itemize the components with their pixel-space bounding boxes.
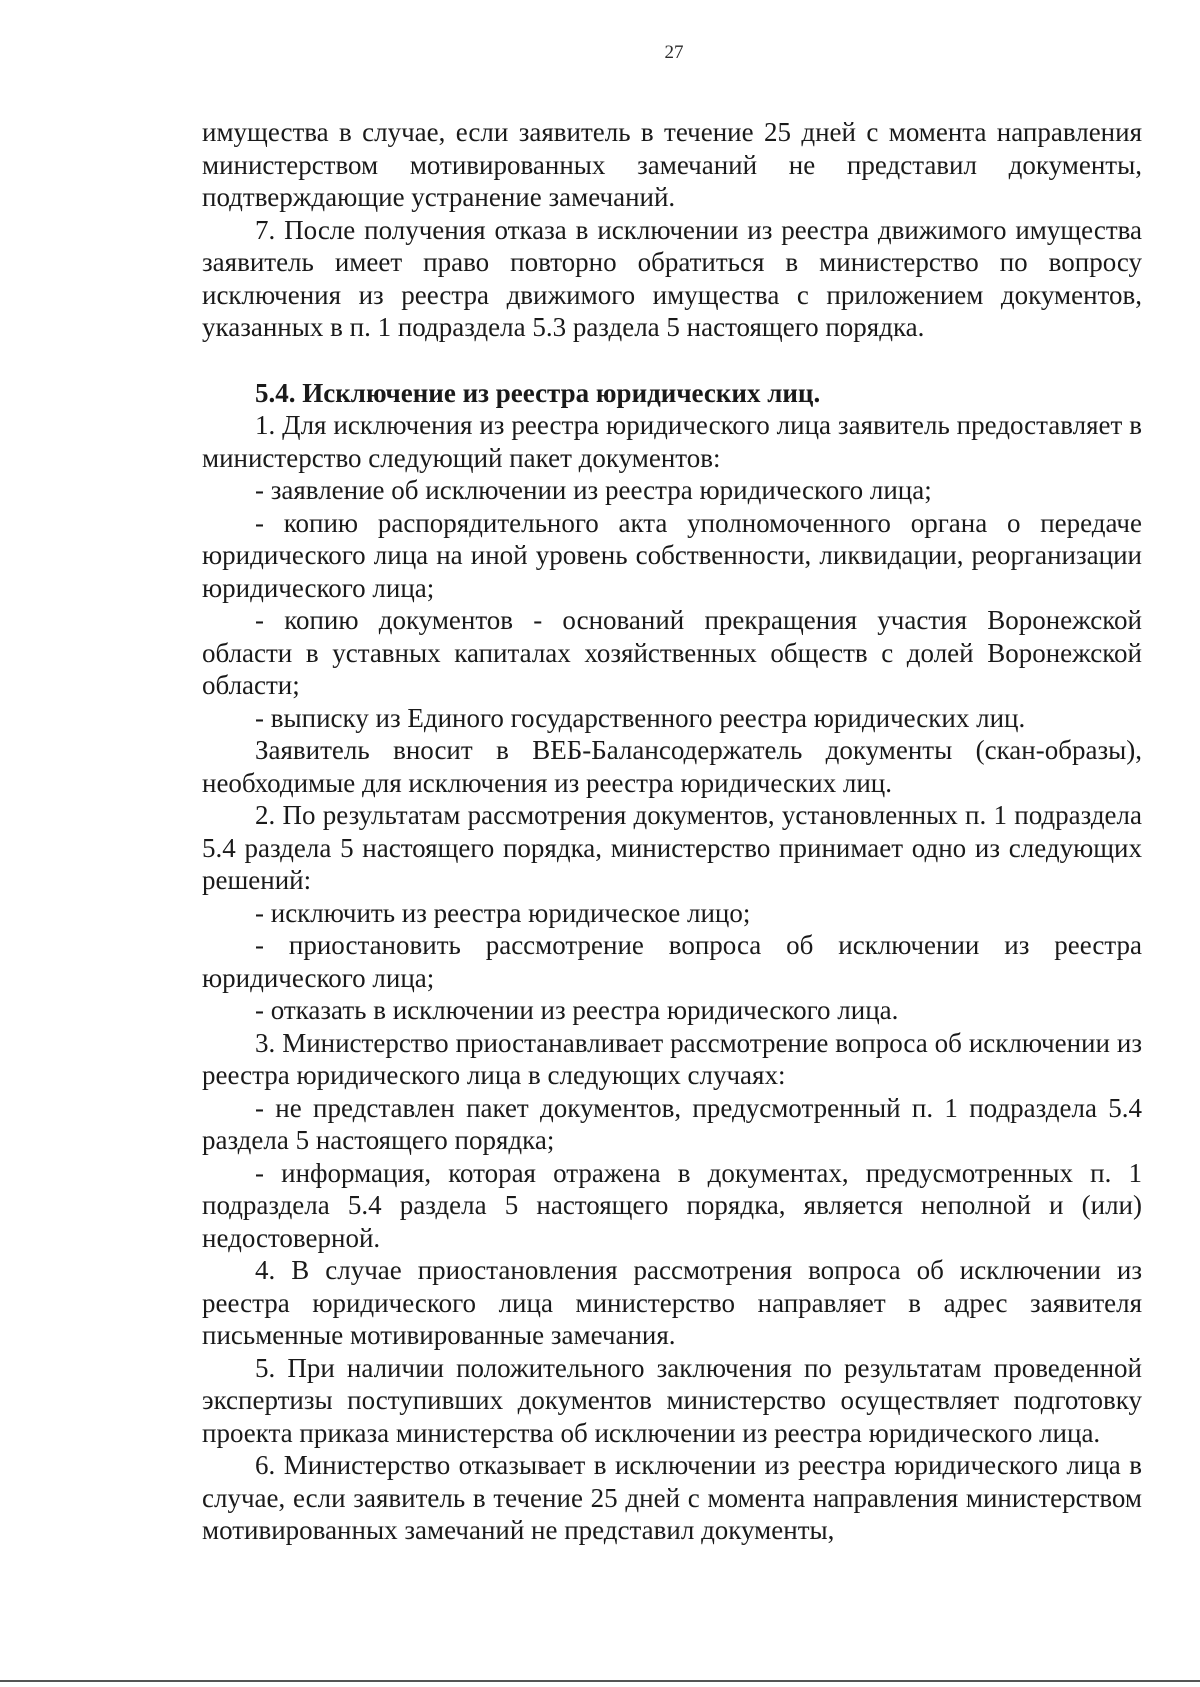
list-item-case-incomplete-info: - информация, которая отражена в документах, предусмотренных п. 1 подраздела 5.4 раздела 5 настоящего порядка, является неполной и (или) недостоверной.	[202, 1157, 1142, 1253]
paragraph-5-4-item-5: 5. При наличии положительного заключения по результатам проведенной экспертизы поступивших документов министерство осуществляет подготовку проекта приказа министерства об исключении из реестра юридического лица.	[202, 1352, 1142, 1448]
section-heading-5-4: 5.4. Исключение из реестра юридических лиц.	[255, 377, 821, 408]
paragraph-5-4-item-1: 1. Для исключения из реестра юридического лица заявитель предоставляет в министерство следующий пакет документов:	[202, 410, 1142, 473]
list-item-application: - заявление об исключении из реестра юридического лица;	[255, 475, 932, 505]
list-item-termination-documents: - копию документов - оснований прекращения участия Воронежской области в уставных капиталах хозяйственных обществ с долей Воронежской области;	[202, 605, 1142, 700]
paragraph-web-submission: Заявитель вносит в ВЕБ-Балансодержатель документы (скан-образы), необходимые для исключения из реестра юридических лиц.	[202, 735, 1142, 798]
page-body	[202, 116, 1142, 1547]
paragraph-5-4-item-6: 6. Министерство отказывает в исключении из реестра юридического лица в случае, если заявитель в течение 25 дней с момента направления министерством мотивированных замечаний не представил документы,	[202, 1450, 1142, 1545]
page-number: 27	[664, 42, 684, 63]
scan-bottom-edge	[0, 1680, 1200, 1682]
paragraph-5-4-item-3: 3. Министерство приостанавливает рассмотрение вопроса об исключении из реестра юридического лица в следующих случаях:	[202, 1027, 1142, 1090]
list-item-case-missing-package: - не представлен пакет документов, предусмотренный п. 1 подраздела 5.4 раздела 5 настоящего порядка;	[202, 1092, 1142, 1155]
list-item-decision-refuse: - отказать в исключении из реестра юридического лица.	[255, 995, 899, 1025]
list-item-decision-exclude: - исключить из реестра юридическое лицо;	[255, 897, 751, 928]
paragraph-continued-end: имущества в случае, если заявитель в течение 25 дней с момента направления министерством мотивированных замечаний не представил документы, подтверждающие устранение замечаний.	[202, 117, 1142, 212]
list-item-administrative-act: - копию распорядительного акта уполномоченного органа о передаче юридического лица на иной уровень собственности, ликвидации, реорганизации юридического лица;	[202, 507, 1142, 603]
paragraph-5-4-item-4: 4. В случае приостановления рассмотрения вопроса об исключении из реестра юридического лица министерство направляет в адрес заявителя письменные мотивированные замечания.	[202, 1255, 1142, 1350]
list-item-decision-suspend: - приостановить рассмотрение вопроса об исключении из реестра юридического лица;	[202, 930, 1142, 993]
paragraph-5-4-item-2: 2. По результатам рассмотрения документов, установленных п. 1 подраздела 5.4 раздела 5 настоящего порядка, министерство принимает одно из следующих решений:	[202, 800, 1142, 895]
paragraph-item-7: 7. После получения отказа в исключении из реестра движимого имущества заявитель имеет право повторно обратиться в министерство по вопросу исключения из реестра движимого имущества с приложением документов, указанных в п. 1 подраздела 5.3 раздела 5 настоящего порядка.	[202, 214, 1142, 342]
list-item-registry-extract: - выписку из Единого государственного реестра юридических лиц.	[255, 702, 1026, 733]
